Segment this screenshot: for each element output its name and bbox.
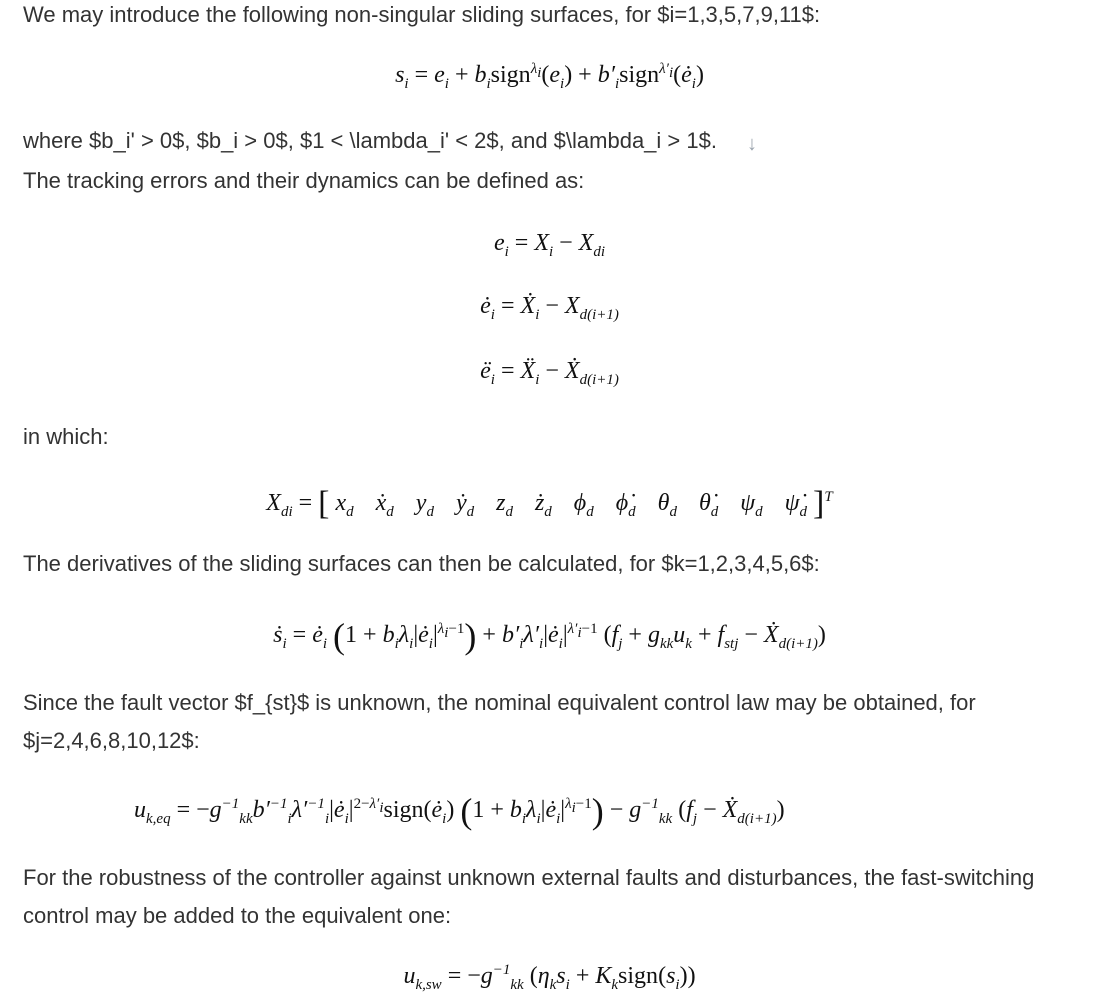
paragraph-in-which: in which: <box>23 424 109 449</box>
paragraph-tracking-errors: The tracking errors and their dynamics can be defined as: <box>23 168 585 193</box>
equation-error-derivative: $ė_i$ = Ẋ$_i$ − $X_{d(i+1)}$ <box>480 293 619 323</box>
equation-surface-derivative: ṡ$_i$ = $ė_i$ $(1 + b_i\lambda_i|ė_i|^{\lambda_i-1})$ + $b'_i\lambda'_i|ė_i|^{\lambda'_i-1}$ ($f_j + g_{kk}u_k + f_{stj}$ − Ẋ$_{d(i+1)}$) <box>273 616 826 656</box>
equation-tracking-error: $e_i = X_i - X_{di}$ <box>493 230 606 260</box>
paragraph-parameter-conditions <box>23 122 1085 163</box>
parameter-conditions-text: where $b_i' > 0$, $b_i > 0$, $1 < \lambda_i' < 2$, and $\lambda_i > 1$. <box>23 128 717 153</box>
paragraph-fast-switching-control: For the robustness of the controller against unknown external faults and disturbances, the fast-switching control may be added to the equivalent one: <box>23 865 1035 928</box>
equation-sliding-surface: $s_i = e_i$ + $b_isign^{\lambda_i}(e_i)$ + $b'_isign^{\lambda'_i}(ė_i)$ <box>395 61 704 92</box>
equation-switching-control: $u_{k,sw} = -g^{-1}_{kk}$ ($\eta_ks_i$ + $K_ksign(s_i)$) <box>403 962 696 993</box>
paragraph-sliding-surfaces-intro: We may introduce the following non-singular sliding surfaces, for $i=1,3,5,7,9,11$: <box>23 2 821 27</box>
arrow-down-icon[interactable]: ↓ <box>746 133 757 155</box>
paragraph-surface-derivatives: The derivatives of the sliding surfaces can then be calculated, for $k=1,2,3,4,5,6$: <box>23 551 820 576</box>
equation-desired-state-vector: $X_{di}$ = [ $x_d$ ẋ$_d$ $y_d$ ẏ$_d$ $z_d$ $ż_d$ $\phi_d$ $\phi̇_d$ $\theta_d$ $\thetȧ_d$ $\psi_d$ $\psi̇_d$ ]$^T$ <box>266 485 833 522</box>
paragraph-equivalent-control: Since the fault vector $f_{st}$ is unknown, the nominal equivalent control law may be obtained, for $j=2,4,6,8,10,12$: <box>23 690 976 753</box>
equation-error-second-derivative: $ë_i$ = Ẍ$_i$ − Ẋ$_{d(i+1)}$ <box>480 358 619 388</box>
equation-equivalent-control: $u_{k,eq}$ = $-g^{-1}_{kk}b'^{-1}_i\lambda'^{-1}_i|ė_i|^{2-\lambda'_i}sign(ė_i) (1$ + $b_i\lambda_i|ė_i|^{\lambda_i-1}) - g^{-1}_{kk}$ ($f_j$ − Ẋ$_{d(i+1)}$) <box>134 791 785 831</box>
